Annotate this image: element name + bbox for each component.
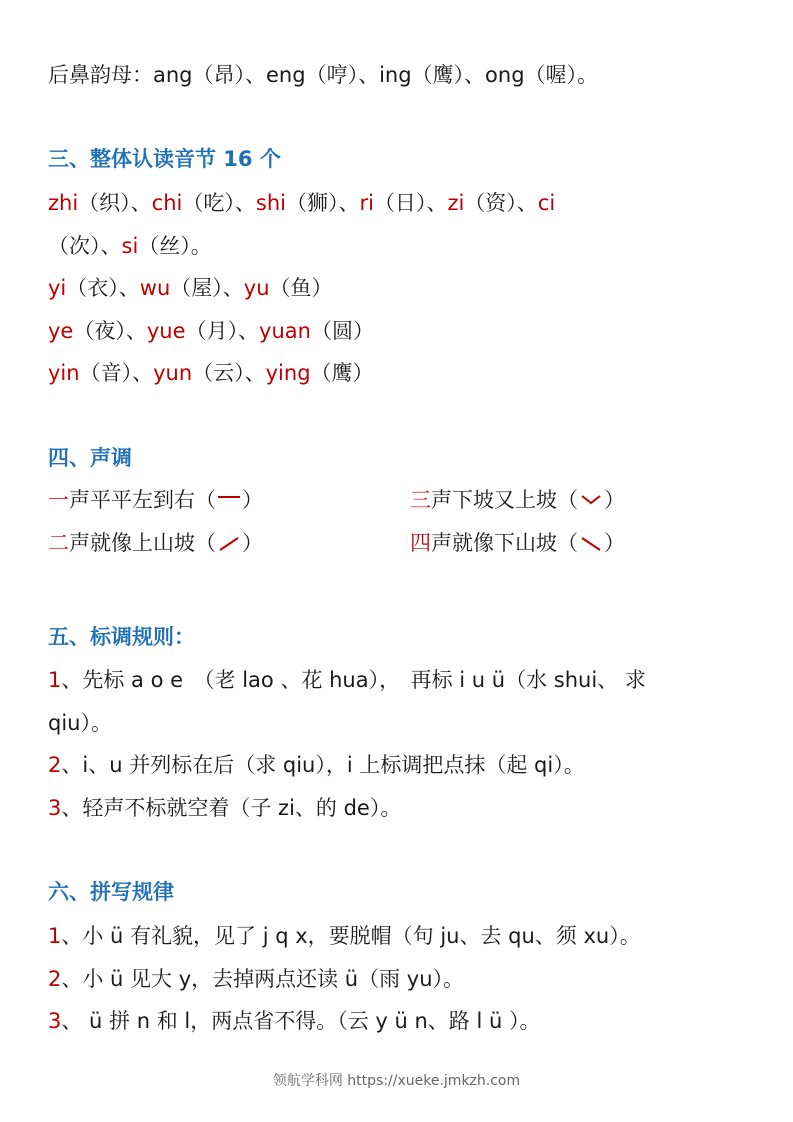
body-text: （资）、 xyxy=(464,191,538,215)
highlight-text: 1 xyxy=(48,668,62,692)
body-text: 、 ü 拼 n 和 l，两点省不得。（云 y ü n、路 l ü ）。 xyxy=(61,1009,541,1033)
falling-tone-icon xyxy=(578,533,604,555)
section-3-title: 三、整体认读音节 16 个 xyxy=(48,147,281,171)
body-text: （屋）、 xyxy=(170,276,244,300)
highlight-text: 2 xyxy=(48,753,62,777)
highlight-text: zi xyxy=(447,191,465,215)
highlight-text: ri xyxy=(359,191,374,215)
body-text: （狮）、 xyxy=(285,191,360,215)
sec6-row-2 xyxy=(48,964,464,994)
tone-number: 二 xyxy=(48,531,69,555)
sec5-row-2 xyxy=(48,708,112,738)
body-text: （鹰） xyxy=(310,361,374,385)
body-text: （丝）。 xyxy=(138,234,212,258)
body-text: （音）、 xyxy=(79,361,154,385)
highlight-text: yuan xyxy=(259,319,311,343)
highlight-text: 3 xyxy=(48,796,62,820)
highlight-text: yi xyxy=(48,276,67,300)
highlight-text: zhi xyxy=(48,191,79,215)
sec3-row-2 xyxy=(48,231,212,261)
highlight-text: 2 xyxy=(48,967,62,991)
dip-tone-icon xyxy=(578,490,604,512)
section-6-title: 六、拼写规律 xyxy=(48,880,174,904)
footer-credit: 领航学科网 https://xueke.jmkzh.com xyxy=(272,1073,521,1089)
tone-number: 四 xyxy=(410,531,431,555)
rising-tone-icon xyxy=(216,533,242,555)
sec6-row-3 xyxy=(48,1006,540,1036)
sec3-row-3 xyxy=(48,273,333,303)
highlight-text: shi xyxy=(255,191,286,215)
body-text: 、轻声不标就空着（子 zi、的 de）。 xyxy=(61,796,402,820)
body-text: （云）、 xyxy=(192,361,266,385)
highlight-text: ci xyxy=(537,191,556,215)
tone-item-2 xyxy=(48,528,263,558)
highlight-text: yun xyxy=(153,361,193,385)
back-nasal-line: 后鼻韵母：ang（昂）、eng（哼）、ing（鹰）、ong（喔）。 xyxy=(48,63,599,87)
body-text: （月）、 xyxy=(185,319,260,343)
tone-item-1 xyxy=(48,485,263,515)
tone-number: 三 xyxy=(410,488,431,512)
tone-number: 一 xyxy=(48,488,69,512)
highlight-text: 3 xyxy=(48,1009,62,1033)
highlight-text: chi xyxy=(151,191,183,215)
section-4-title: 四、声调 xyxy=(48,446,132,470)
section-5-title: 五、标调规则： xyxy=(48,625,195,649)
sec6-row-1 xyxy=(48,921,641,951)
tone-close: ） xyxy=(604,531,625,555)
tone-text: 声平平左到右（ xyxy=(69,488,216,512)
tone-item-4 xyxy=(410,528,625,558)
body-text: 、i、u 并列标在后（求 qiu），i 上标调把点抹（起 qi）。 xyxy=(61,753,585,777)
body-text: （吃）、 xyxy=(182,191,256,215)
sec5-row-1 xyxy=(48,665,646,695)
body-text: （衣）、 xyxy=(66,276,140,300)
body-text: 、小 ü 有礼貌，见了 j q x，要脱帽（句 ju、去 qu、须 xu）。 xyxy=(61,924,641,948)
highlight-text: yu xyxy=(243,276,270,300)
highlight-text: ye xyxy=(48,319,74,343)
highlight-text: si xyxy=(121,234,139,258)
body-text: （鱼） xyxy=(269,276,333,300)
body-text: （织）、 xyxy=(78,191,152,215)
tone-close: ） xyxy=(242,488,263,512)
sec3-row-1 xyxy=(48,188,555,218)
sec3-row-5 xyxy=(48,358,374,388)
tone-close: ） xyxy=(604,488,625,512)
body-text: （夜）、 xyxy=(73,319,147,343)
tone-text: 声就像上山坡（ xyxy=(69,531,216,555)
sec3-row-4 xyxy=(48,316,374,346)
highlight-text: 1 xyxy=(48,924,62,948)
sec5-row-3 xyxy=(48,750,585,780)
body-text: 、小 ü 见大 y，去掉两点还读 ü（雨 yu）。 xyxy=(61,967,465,991)
flat-tone-icon xyxy=(216,490,242,512)
tone-text: 声就像下山坡（ xyxy=(431,531,578,555)
body-text: qiu）。 xyxy=(48,711,112,735)
highlight-text: yin xyxy=(48,361,80,385)
body-text: （日）、 xyxy=(373,191,448,215)
highlight-text: ying xyxy=(265,361,311,385)
body-text: （圆） xyxy=(310,319,374,343)
body-text: （次）、 xyxy=(48,234,122,258)
tone-item-3 xyxy=(410,485,625,515)
tone-text: 声下坡又上坡（ xyxy=(431,488,578,512)
highlight-text: wu xyxy=(139,276,171,300)
tone-close: ） xyxy=(242,531,263,555)
sec5-row-4 xyxy=(48,793,401,823)
highlight-text: yue xyxy=(146,319,186,343)
body-text: 、先标 a o e （老 lao 、花 hua）， 再标 i u ü（水 shui、 求 xyxy=(61,668,646,692)
